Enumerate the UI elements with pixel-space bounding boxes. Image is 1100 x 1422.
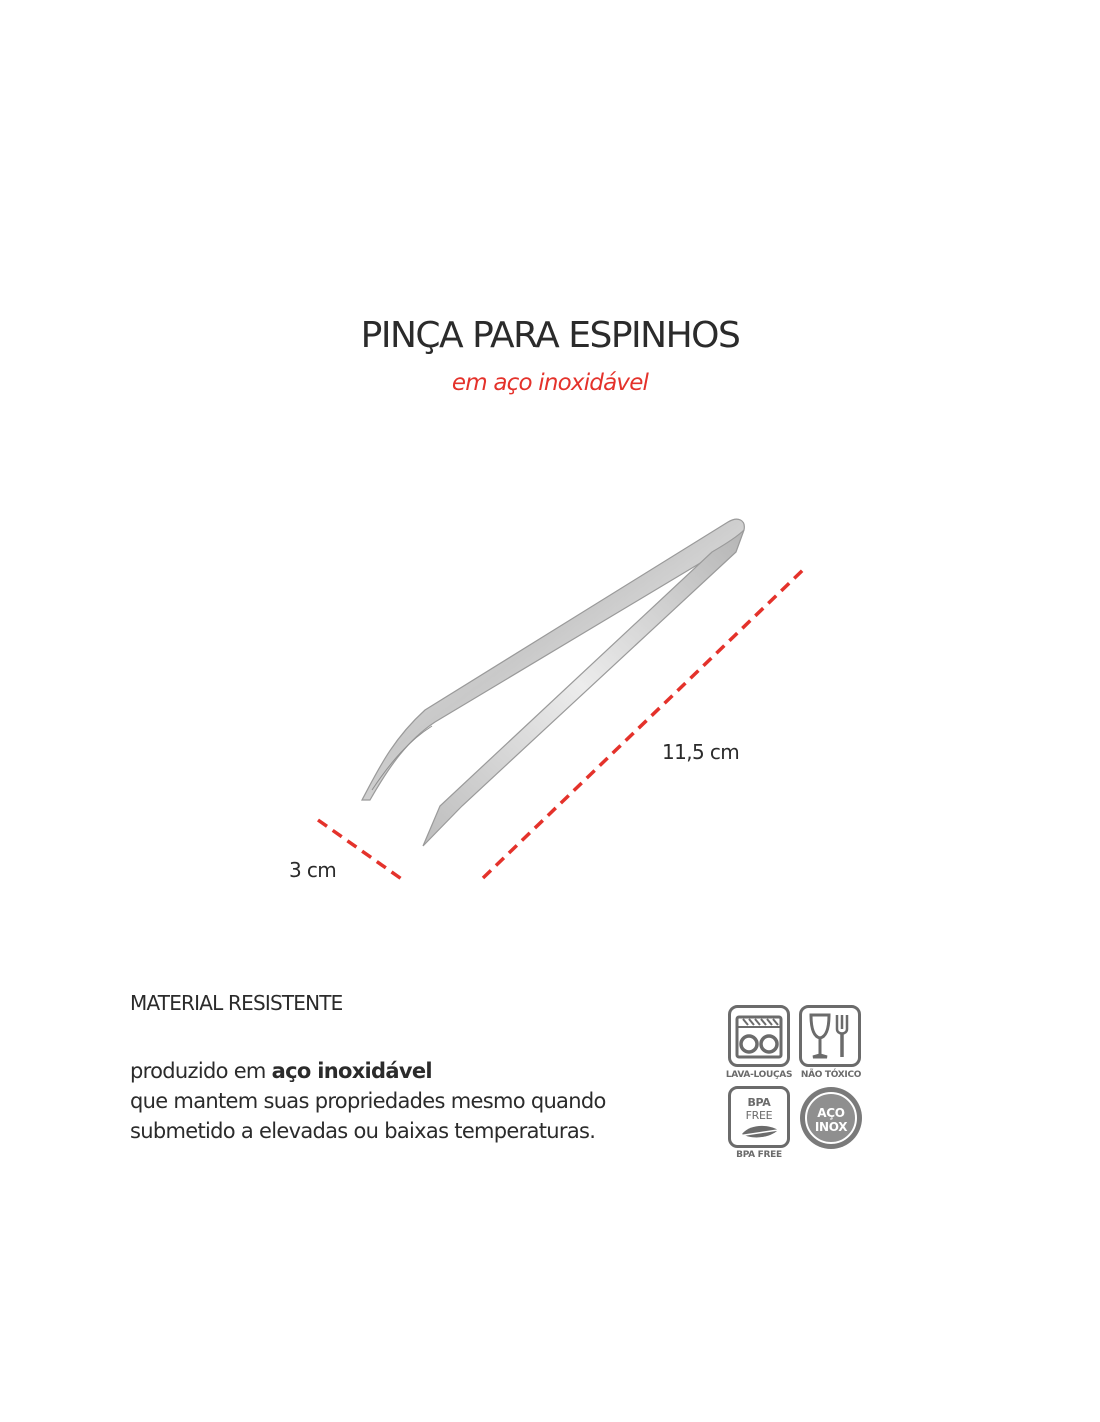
highlight-material: aço inoxidável xyxy=(271,1059,432,1083)
bpa-line-1: BPA xyxy=(747,1096,771,1109)
dishwasher-caption: LAVA-LOUÇAS xyxy=(725,1070,793,1080)
description-line-2: que mantem suas propriedades mesmo quando xyxy=(130,1089,606,1113)
length-label: 11,5 cm xyxy=(662,740,740,764)
width-label: 3 cm xyxy=(289,858,337,882)
section-title: MATERIAL RESISTENTE xyxy=(130,991,343,1015)
description-line-1: produzido em aço inoxidável xyxy=(130,1059,432,1083)
glass-fork-icon xyxy=(799,1005,861,1067)
bpa-line-2: FREE xyxy=(745,1109,773,1122)
material-description xyxy=(130,1056,606,1146)
page-subtitle: em aço inoxidável xyxy=(451,370,649,396)
description-line-3: submetido a elevadas ou baixas temperaturas. xyxy=(130,1119,596,1143)
non-toxic-caption: NÃO TÓXICO xyxy=(800,1070,862,1080)
steel-line-2: INOX xyxy=(814,1120,848,1134)
steel-line-1: AÇO xyxy=(817,1106,845,1120)
page-title: PINÇA PARA ESPINHOS xyxy=(360,315,740,356)
dishwasher-icon xyxy=(728,1005,790,1067)
certification-badges xyxy=(720,1000,870,1170)
bpa-free-caption: BPA FREE xyxy=(736,1150,782,1160)
